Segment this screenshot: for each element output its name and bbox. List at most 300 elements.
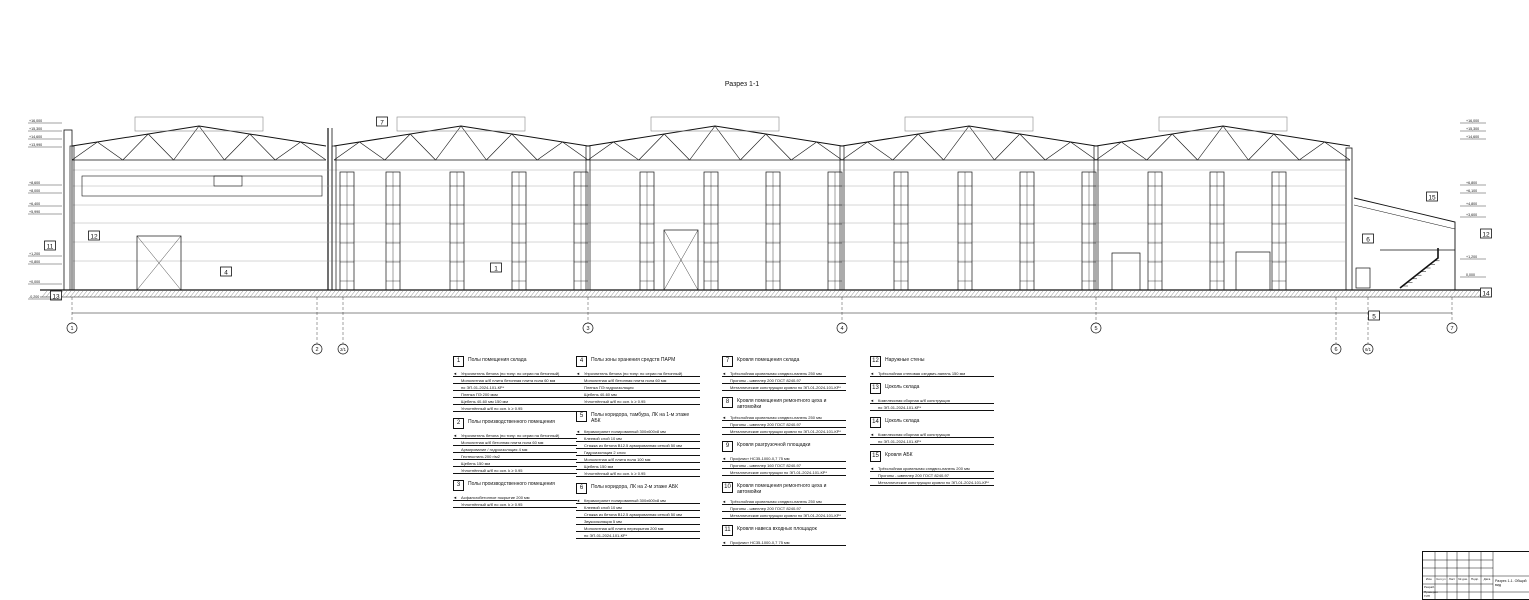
floor-hatch (626, 291, 631, 297)
floor-hatch (774, 291, 779, 297)
truss-web (148, 134, 173, 160)
floor-hatch (866, 291, 871, 297)
truss-web (1096, 142, 1121, 160)
floor-hatch (242, 291, 247, 297)
note-layer-line (870, 479, 994, 486)
floor-hatch (566, 291, 571, 297)
building-section (40, 117, 1491, 313)
floor-hatch (310, 291, 315, 297)
elevation-value: +13,990 (29, 143, 43, 147)
floor-hatch (694, 291, 699, 297)
floor-hatch (898, 291, 903, 297)
floor-hatch (558, 291, 563, 297)
floor-hatch (494, 291, 499, 297)
floor-hatch (858, 291, 863, 297)
note-layer-line (576, 435, 700, 442)
floor-hatch (418, 291, 423, 297)
note-layer-text: Клеевой слой 10 мм (584, 504, 622, 510)
floor-hatch (1250, 291, 1255, 297)
floor-hatch (114, 291, 119, 297)
floor-hatch (1206, 291, 1211, 297)
note-title: Кровля помещения склада (737, 357, 800, 363)
floor-hatch (1282, 291, 1287, 297)
floor-hatch (514, 291, 519, 297)
callout-label: 12 (90, 233, 98, 241)
note-header (870, 383, 994, 394)
callout-label: 7 (380, 119, 384, 127)
truss-top-chord (334, 126, 588, 146)
note-layer-text: Монолитная ж/б плита бетонная плита пола 60 мм (461, 378, 556, 383)
truss-web (588, 142, 613, 160)
floor-hatch (162, 291, 167, 297)
note-number: 2 (453, 418, 464, 429)
floor-hatch (338, 291, 343, 297)
floor-hatch (730, 291, 735, 297)
floor-hatch (490, 291, 495, 297)
floor-hatch (806, 291, 811, 297)
floor-hatch (570, 291, 575, 297)
floor-hatch (110, 291, 115, 297)
note-title: Кровля помещения ремонтного цеха и автомойки (737, 482, 827, 495)
floor-hatch (438, 291, 443, 297)
note-layer-text: Керамогранит полированный 300x600x8 мм (584, 497, 666, 503)
floor-hatch (1378, 291, 1383, 297)
floor-hatch (1086, 291, 1091, 297)
truss-web (72, 142, 97, 160)
note-header (453, 356, 577, 367)
floor-hatch (1162, 291, 1167, 297)
floor-hatch (1210, 291, 1215, 297)
floor-hatch (422, 291, 427, 297)
elevation-value: +15,300 (1466, 127, 1480, 131)
note-layer-line (576, 449, 700, 456)
stamp-header-cell: № док. (1458, 577, 1468, 581)
note-layer-text: Прогоны - швеллер 200 ГОСТ 8240-97 (730, 378, 801, 383)
floor-hatch (582, 291, 587, 297)
note-layer-text: Щебень 40-60 мм 150 мм (461, 399, 509, 404)
floor-hatch (174, 291, 179, 297)
note-layer-line (453, 494, 577, 501)
note-block (722, 397, 846, 435)
elevation-value: +14,600 (29, 135, 43, 139)
floor-hatch (538, 291, 543, 297)
floor-hatch (1238, 291, 1243, 297)
elevation-value: +4,800 (1466, 202, 1478, 206)
axis-label: 4 (840, 326, 844, 332)
floor-hatch (1446, 291, 1451, 297)
truss-web (563, 142, 588, 160)
note-layer-line (722, 462, 846, 469)
note-title: Полы производственного помещения (468, 481, 555, 487)
axis-label: 6/1 (1365, 347, 1371, 352)
note-layer-text: Армирование / гидроизоляция 4 мм (461, 447, 528, 452)
floor-hatch (1138, 291, 1143, 297)
floor-hatch (390, 291, 395, 297)
floor-hatch (742, 291, 747, 297)
floor-hatch (954, 291, 959, 297)
floor-hatch (142, 291, 147, 297)
axis-label: 3 (586, 326, 590, 332)
stamp-header-cell: Лист (1448, 577, 1456, 581)
floor-hatch (842, 291, 847, 297)
floor-hatch (838, 291, 843, 297)
note-block (870, 417, 994, 445)
stamp-header-cell: Кол.уч (1436, 577, 1446, 581)
stamp-header-cell: Изм. (1425, 577, 1433, 581)
floor-hatch (426, 291, 431, 297)
note-layer-text: Монолитная ж/б плита пола 100 мм (584, 456, 651, 462)
floor-hatch (762, 291, 767, 297)
floor-hatch (1230, 291, 1235, 297)
floor-hatch (366, 291, 371, 297)
floor-hatch (906, 291, 911, 297)
floor-hatch (1286, 291, 1291, 297)
floor-hatch (638, 291, 643, 297)
floor-hatch (1202, 291, 1207, 297)
note-layer-line (576, 428, 700, 435)
floor-hatch (1046, 291, 1051, 297)
note-number: 10 (722, 482, 733, 493)
note-layer-text: Уплотнённый ж/б по осн. k ≥ 0.95 (461, 468, 523, 473)
floor-hatch (230, 291, 235, 297)
floor-hatch (1034, 291, 1039, 297)
note-header (722, 525, 846, 536)
floor-hatch (1418, 291, 1423, 297)
floor-hatch (1262, 291, 1267, 297)
note-layer-text: Профлист НС35-1000-0,7 75 мм (730, 540, 790, 545)
note-layer-text: Профлист НС35-1000-0,7 75 мм (730, 455, 790, 461)
floor-hatch (462, 291, 467, 297)
note-layer-line (576, 470, 700, 477)
note-number: 3 (453, 480, 464, 491)
elevation-value: +3,600 (1466, 213, 1478, 217)
floor-hatch (362, 291, 367, 297)
note-layer-text: Упрочнитель бетона (по типу: по серии на бетонный) (584, 371, 683, 376)
note-block (870, 451, 994, 486)
note-layer-text: Упрочнитель бетона (по типу: по серии на бетонный) (461, 371, 560, 376)
floor-hatch (1318, 291, 1323, 297)
floor-hatch (298, 291, 303, 297)
floor-hatch (854, 291, 859, 297)
floor-hatch (442, 291, 447, 297)
floor-hatch (1146, 291, 1151, 297)
floor-hatch (878, 291, 883, 297)
floor-hatch (746, 291, 751, 297)
note-layer-text: Щебень 150 мм (461, 461, 491, 466)
floor-hatch (750, 291, 755, 297)
floor-hatch (614, 291, 619, 297)
floor-hatch (474, 291, 479, 297)
arrow-left-icon: ◄ (722, 414, 726, 420)
floor-hatch (1246, 291, 1251, 297)
floor-hatch (1474, 291, 1479, 297)
note-layer-line (576, 384, 700, 391)
floor-hatch (1386, 291, 1391, 297)
note-layer-text: Комплексная сборная ж/б конструкция (878, 432, 950, 437)
floor-hatch (342, 291, 347, 297)
floor-hatch (1062, 291, 1067, 297)
note-layer-line (722, 384, 846, 391)
floor-hatch (590, 291, 595, 297)
note-layer-text: Монолитная ж/б плита перекрытия 200 мм (584, 525, 664, 531)
floor-hatch (934, 291, 939, 297)
note-number: 14 (870, 417, 881, 428)
note-layer-line (453, 377, 577, 384)
floor-hatch (1042, 291, 1047, 297)
floor-hatch (446, 291, 451, 297)
floor-hatch (1026, 291, 1031, 297)
floor-hatch (574, 291, 579, 297)
note-layer-text: Пленка ПЭ 200 мкм (461, 392, 498, 397)
note-title: Цоколь склада (885, 384, 920, 390)
floor-hatch (782, 291, 787, 297)
arrow-left-icon: ◄ (870, 371, 874, 376)
floor-hatch (830, 291, 835, 297)
floor-hatch (286, 291, 291, 297)
truss-web (664, 134, 689, 160)
truss-web (537, 142, 562, 160)
floor-hatch (1058, 291, 1063, 297)
floor-hatch (738, 291, 743, 297)
note-header (576, 356, 700, 367)
note-layer-line (453, 446, 577, 453)
floor-hatch (974, 291, 979, 297)
truss-web (1045, 142, 1070, 160)
roof-skylight (1159, 117, 1287, 131)
floor-hatch (374, 291, 379, 297)
floor-hatch (370, 291, 375, 297)
note-layer-text: Металлические конструкции кровли по ЭП-01-2024-101-КР* (730, 428, 841, 434)
floor-hatch (198, 291, 203, 297)
floor-hatch (630, 291, 635, 297)
floor-hatch (262, 291, 267, 297)
note-layer-text: Комплексная сборная ж/б конструкция (878, 398, 950, 403)
floor-hatch (718, 291, 723, 297)
floor-hatch (270, 291, 275, 297)
floor-hatch (534, 291, 539, 297)
elevation-value: +1,200 (29, 252, 41, 256)
floor-hatch (1222, 291, 1227, 297)
floor-hatch (130, 291, 135, 297)
note-number: 4 (576, 356, 587, 367)
callout-label: 11 (46, 243, 54, 251)
note-title: Кровля помещения ремонтного цеха и автомойки (737, 398, 827, 411)
elevation-marks (28, 119, 1486, 299)
elevation-value: +0,800 (29, 260, 41, 264)
stamp-header-cell: Подп. (1471, 577, 1479, 581)
note-header (722, 441, 846, 452)
note-layer-text: Стяжка из бетона В12.5 армированная сеткой 50 мм (584, 442, 682, 448)
truss-top-chord (588, 126, 842, 146)
floor-hatch (586, 291, 591, 297)
note-layer-text: Уплотнённый ж/б по осн. k ≥ 0.95 (584, 470, 646, 476)
floor-hatch (1098, 291, 1103, 297)
floor-hatch (330, 291, 335, 297)
floor-hatch (642, 291, 647, 297)
note-layer-line (453, 370, 577, 377)
axis-label: 2 (315, 347, 319, 353)
truss-web (918, 134, 943, 160)
truss-web (486, 134, 511, 160)
floor-hatch (1150, 291, 1155, 297)
floor-hatch (798, 291, 803, 297)
floor-hatch (378, 291, 383, 297)
arrow-left-icon: ◄ (870, 398, 874, 403)
floor-hatch (1110, 291, 1115, 297)
floor-hatch (410, 291, 415, 297)
floor-hatch (1130, 291, 1135, 297)
axis-label: 5 (1094, 326, 1098, 332)
floor-hatch (326, 291, 331, 297)
floor-hatch (710, 291, 715, 297)
floor-hatch (306, 291, 311, 297)
note-layer-line (453, 405, 577, 412)
floor-hatch (1106, 291, 1111, 297)
truss-web (740, 134, 765, 160)
floor-hatch (822, 291, 827, 297)
axis-label: 1 (70, 326, 74, 332)
note-title: Полы производственного помещения (468, 419, 555, 425)
floor-hatch (1438, 291, 1443, 297)
note-layer-text: Трёхслойная кровельная сэндвич-панель 200 мм (878, 466, 970, 471)
elevation-value: +5,990 (29, 210, 41, 214)
floor-hatch (994, 291, 999, 297)
floor-hatch (594, 291, 599, 297)
floor-hatch (318, 291, 323, 297)
floor-hatch (1166, 291, 1171, 297)
arrow-left-icon: ◄ (453, 495, 457, 500)
floor-hatch (1434, 291, 1439, 297)
floor-hatch (1350, 291, 1355, 297)
arrow-left-icon: ◄ (453, 433, 457, 438)
note-number: 6 (576, 483, 587, 494)
note-layer-line (722, 505, 846, 512)
callout-label: 6 (1366, 236, 1370, 244)
floor-hatch (542, 291, 547, 297)
note-layer-line (576, 442, 700, 449)
note-layer-line (870, 438, 994, 445)
floor-hatch (414, 291, 419, 297)
note-header (722, 356, 846, 367)
floor-hatch (226, 291, 231, 297)
elevation-value: +8,000 (29, 189, 41, 193)
note-layer-line (453, 432, 577, 439)
floor-hatch (1038, 291, 1043, 297)
floor-hatch (350, 291, 355, 297)
floor-hatch (302, 291, 307, 297)
callout-label: 12 (1482, 231, 1490, 239)
truss-web (867, 142, 892, 160)
floor-hatch (1382, 291, 1387, 297)
floor-hatch (1018, 291, 1023, 297)
truss-top-chord (1096, 126, 1350, 146)
floor-hatch (510, 291, 515, 297)
truss-web (1299, 142, 1324, 160)
floor-hatch (470, 291, 475, 297)
floor-hatch (70, 291, 75, 297)
note-layer-line (453, 453, 577, 460)
abk-roof (1354, 198, 1455, 290)
floor-hatch (506, 291, 511, 297)
note-layer-text: Трёхслойная стеновая сэндвич-панель 150 мм (878, 371, 966, 376)
note-layer-text: Трёхслойная кровельная сэндвич-панель 250 мм (730, 414, 822, 420)
note-layer-line (722, 455, 846, 462)
floor-hatch (650, 291, 655, 297)
floor-hatch (1094, 291, 1099, 297)
abk-stair (1400, 248, 1438, 288)
title-block (1422, 551, 1529, 600)
floor-hatch (942, 291, 947, 297)
note-header (722, 482, 846, 496)
floor-hatch (1154, 291, 1159, 297)
note-block (722, 441, 846, 476)
floor-hatch (926, 291, 931, 297)
floor-hatch (98, 291, 103, 297)
note-layer-text: Трёхслойная кровельная сэндвич-панель 250 мм (730, 371, 822, 376)
floor-hatch (1458, 291, 1463, 297)
floor-hatch (82, 291, 87, 297)
note-layer-line (722, 428, 846, 435)
note-title: Кровля АБК (885, 452, 913, 458)
truss-web (275, 142, 300, 160)
floor-hatch (1450, 291, 1455, 297)
note-header (870, 356, 994, 367)
note-layer-text: Пленка ПЭ гидроизоляция (584, 385, 634, 390)
floor-hatch (1414, 291, 1419, 297)
floor-hatch (874, 291, 879, 297)
note-block (453, 356, 577, 412)
floor-hatch (918, 291, 923, 297)
floor-hatch (870, 291, 875, 297)
note-number: 9 (722, 441, 733, 452)
floor-hatch (1374, 291, 1379, 297)
floor-hatch (158, 291, 163, 297)
note-layer-line (870, 397, 994, 404)
note-layer-text: Упрочнитель бетона (по типу: по серии на бетонный) (461, 433, 560, 438)
floor-hatch (894, 291, 899, 297)
truss-web (613, 142, 638, 160)
note-number: 1 (453, 356, 464, 367)
elevation-value: +1,200 (1466, 255, 1478, 259)
elevation-value: -0,200 (29, 295, 40, 299)
floor-hatch (246, 291, 251, 297)
floor-hatch (126, 291, 131, 297)
note-header (453, 418, 577, 429)
floor-hatch (826, 291, 831, 297)
note-layer-text: по ЭП-01-2024-101-КР* (461, 385, 505, 390)
floor-hatch (62, 291, 67, 297)
floor-hatch (770, 291, 775, 297)
floor-hatch (74, 291, 79, 297)
floor-hatch (834, 291, 839, 297)
floor-hatch (1298, 291, 1303, 297)
arrow-left-icon: ◄ (453, 371, 457, 376)
floor-hatch (1354, 291, 1359, 297)
floor-hatch (346, 291, 351, 297)
floor-hatch (726, 291, 731, 297)
note-layer-line (722, 512, 846, 519)
note-layer-line (722, 469, 846, 476)
floor-hatch (238, 291, 243, 297)
floor-hatch (394, 291, 399, 297)
floor-hatch (970, 291, 975, 297)
floor-hatch (478, 291, 483, 297)
floor-hatch (278, 291, 283, 297)
arrow-left-icon: ◄ (576, 497, 580, 503)
floor-hatch (486, 291, 491, 297)
floor-hatch (206, 291, 211, 297)
drawing-title: Разрез 1-1 (724, 81, 760, 88)
